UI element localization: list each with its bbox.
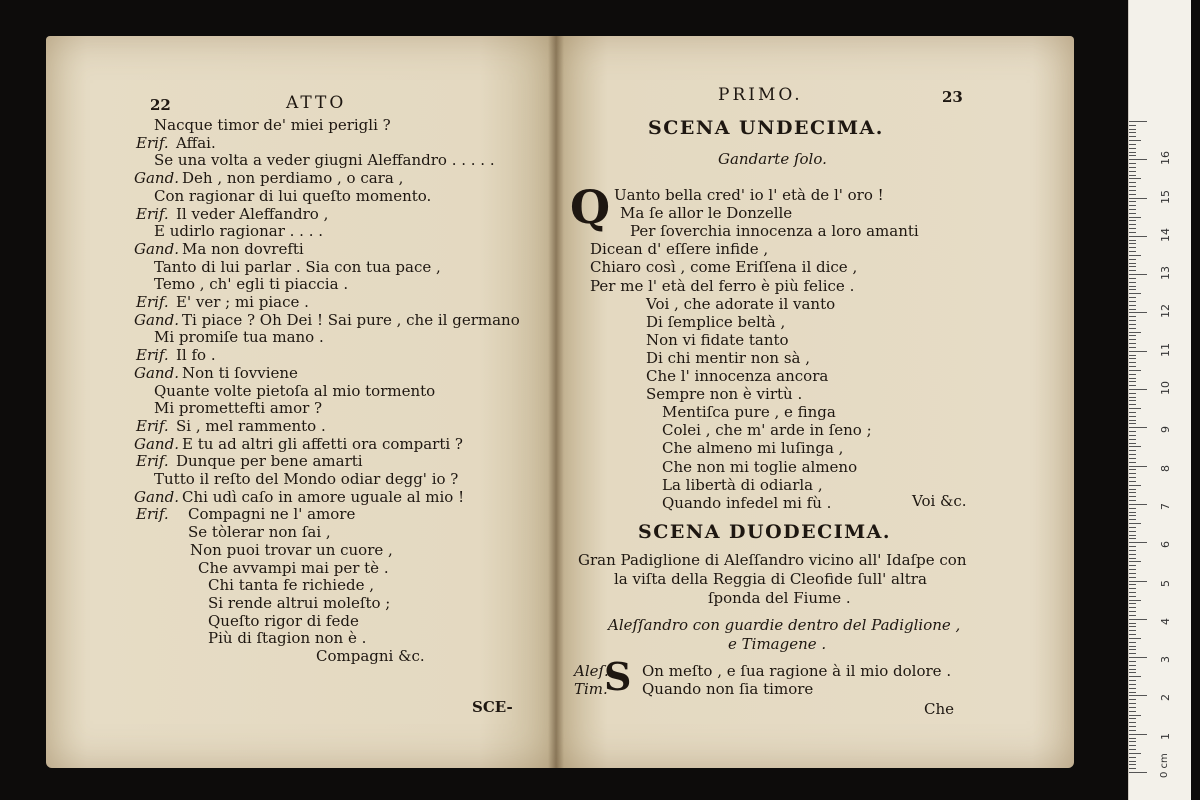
speaker-label: Erif. — [136, 452, 169, 471]
verse-line: Se tòlerar non ſai , — [188, 523, 331, 542]
ruler-tick — [1129, 427, 1147, 428]
ruler-tick — [1129, 266, 1136, 267]
verse-line: Si rende altrui moleſto ; — [208, 593, 391, 612]
monologue-line: Non vi fidate tanto — [646, 330, 789, 349]
ruler-tick — [1129, 274, 1147, 275]
ruler-tick — [1129, 592, 1136, 593]
speaker-label: Erif. — [136, 416, 169, 435]
ruler-tick — [1129, 550, 1136, 551]
monologue-line: Dicean d' eſſere infide , — [590, 240, 769, 259]
ruler-tick — [1129, 175, 1136, 176]
verse-line: Deh , non perdiamo , o cara , — [182, 169, 404, 188]
scene-12-desc-2: la viſta della Reggia di Cleofide ſull' altra — [614, 570, 927, 588]
ruler-tick — [1129, 692, 1136, 693]
ruler-tick — [1129, 224, 1136, 225]
ruler-tick — [1129, 385, 1136, 386]
ruler-tick — [1129, 163, 1136, 164]
verse-line: Tutto il reſto del Mondo odiar degg' io ? — [154, 470, 459, 488]
ruler-tick — [1129, 504, 1147, 505]
ruler-tick — [1129, 657, 1147, 658]
book-gutter — [548, 36, 564, 768]
verse-line: Non ti ſovviene — [182, 363, 298, 382]
verse-line: Dunque per bene amarti — [176, 452, 363, 471]
ruler-tick — [1129, 201, 1136, 202]
ruler-tick — [1129, 278, 1136, 279]
ruler-tick — [1129, 653, 1136, 654]
ruler-tick — [1129, 400, 1136, 401]
ruler-tick — [1129, 446, 1141, 447]
ruler-label: 5 — [1159, 579, 1172, 587]
monologue-line: Di ſemplice beltà , — [646, 312, 786, 331]
monologue-line: Che l' innocenza ancora — [646, 367, 829, 385]
ruler-tick — [1129, 726, 1136, 727]
ruler-tick — [1129, 772, 1147, 773]
monologue-line: Mentiſca pure , e finga — [662, 403, 836, 422]
monologue-line: Per me l' età del ferro è più felice . — [590, 276, 855, 295]
voi-reference: Voi &c. — [912, 492, 967, 510]
ruler-tick — [1129, 393, 1136, 394]
ruler-tick — [1129, 309, 1136, 310]
ruler-tick — [1129, 665, 1136, 666]
verse-line: Tanto di lui parlar . Sia con tua pace , — [154, 257, 441, 276]
speaker-tim: Tim. — [574, 680, 608, 698]
ruler-tick — [1129, 469, 1136, 470]
verse-line: Queſto rigor di fede — [208, 611, 359, 630]
ruler-tick — [1129, 155, 1136, 156]
ruler-tick — [1129, 458, 1136, 459]
ruler-tick — [1129, 711, 1136, 712]
ruler-tick — [1129, 481, 1136, 482]
ruler-tick — [1129, 473, 1136, 474]
ruler-label: 13 — [1159, 266, 1172, 281]
ruler-tick — [1129, 757, 1136, 758]
ruler-tick — [1129, 347, 1136, 348]
ruler-label: 6 — [1159, 541, 1172, 549]
ruler-tick — [1129, 251, 1136, 252]
ruler-tick — [1129, 412, 1136, 413]
ruler-tick — [1129, 538, 1136, 539]
verse-line: Non puoi trovar un cuore , — [190, 540, 393, 559]
ruler-tick — [1129, 753, 1141, 754]
ruler-tick — [1129, 535, 1136, 536]
ruler-tick — [1129, 159, 1147, 160]
ruler-tick — [1129, 312, 1147, 313]
verse-line: Chi tanta fe richiede , — [208, 576, 374, 595]
scene-12-chars-1: Aleſſandro con guardie dentro del Padiglione , — [608, 616, 961, 634]
ruler-tick — [1129, 282, 1136, 283]
ruler-tick — [1129, 619, 1147, 620]
ruler-tick — [1129, 362, 1136, 363]
verse-line: Temo , ch' egli ti piaccia . — [154, 275, 349, 294]
ruler-label: 2 — [1159, 694, 1172, 702]
speaker-label: Erif. — [136, 505, 169, 524]
ruler-tick — [1129, 603, 1136, 604]
verse-line: E udirlo ragionar . . . . — [154, 222, 324, 241]
ruler-tick — [1129, 286, 1136, 287]
ruler-tick — [1129, 255, 1141, 256]
ruler-tick — [1129, 680, 1136, 681]
ruler-tick — [1129, 577, 1136, 578]
ruler-tick — [1129, 699, 1136, 700]
ruler-tick — [1129, 358, 1136, 359]
ruler-tick — [1129, 607, 1136, 608]
verse-line: Mi promiſe tua mano . — [154, 328, 324, 347]
ruler-tick — [1129, 546, 1136, 547]
verse-line: Ma non dovrefti — [182, 239, 304, 258]
ruler-label: 8 — [1159, 464, 1172, 472]
ruler-tick — [1129, 581, 1147, 582]
verse-line: Si , mel rammento . — [176, 416, 326, 435]
ruler-tick — [1129, 715, 1141, 716]
speaker-label: Gand. — [134, 487, 179, 506]
ruler-tick — [1129, 397, 1136, 398]
ruler-tick — [1129, 646, 1136, 647]
ruler-tick — [1129, 205, 1136, 206]
ruler-tick — [1129, 332, 1141, 333]
speaker-label: Erif. — [136, 204, 169, 223]
ruler-tick — [1129, 466, 1147, 467]
verse-line: Più di ſtagion non è . — [208, 629, 367, 648]
ruler-tick — [1129, 642, 1136, 643]
ruler-tick — [1129, 554, 1136, 555]
ruler-tick — [1129, 125, 1136, 126]
ruler-tick — [1129, 515, 1136, 516]
verse-line: Che avvampi mai per tè . — [198, 558, 389, 577]
ruler-tick — [1129, 489, 1136, 490]
ruler-tick — [1129, 569, 1136, 570]
monologue-line: La libertà di odiarla , — [662, 475, 823, 494]
verse-line: Compagni ne l' amore — [188, 505, 356, 524]
ruler-tick — [1129, 182, 1136, 183]
verse-line: Se una volta a veder giugni Aleffandro . . . . . — [154, 151, 495, 170]
dialogue-line-2: Quando non ſia timore — [642, 680, 814, 698]
scene-12-desc-3: ſponda del Fiume . — [708, 589, 851, 607]
ruler-tick — [1129, 232, 1136, 233]
ruler-tick — [1129, 573, 1136, 574]
ruler-tick — [1129, 178, 1141, 179]
ruler-tick — [1129, 508, 1136, 509]
ruler-tick — [1129, 374, 1136, 375]
ruler-tick — [1129, 454, 1136, 455]
right-running-head: PRIMO. — [718, 85, 803, 105]
ruler-tick — [1129, 355, 1136, 356]
ruler-tick — [1129, 194, 1136, 195]
ruler-tick — [1129, 611, 1136, 612]
monologue-line: Voi , che adorate il vanto — [646, 294, 836, 313]
left-page — [46, 36, 556, 768]
verse-line: Mi promettefti amor ? — [154, 399, 323, 418]
ruler-label: 4 — [1159, 617, 1172, 625]
scene-12-title: SCENA DUODECIMA. — [638, 521, 892, 543]
ruler-tick — [1129, 443, 1136, 444]
speaker-label: Gand. — [134, 310, 179, 329]
ruler-tick — [1129, 316, 1136, 317]
ruler-tick — [1129, 496, 1136, 497]
ruler-tick — [1129, 404, 1136, 405]
ruler-tick — [1129, 439, 1136, 440]
ruler-tick — [1129, 584, 1136, 585]
ruler-tick — [1129, 259, 1136, 260]
ruler-label: 11 — [1159, 342, 1172, 357]
ruler-tick — [1129, 738, 1136, 739]
ruler-tick — [1129, 213, 1136, 214]
ruler-tick — [1129, 301, 1136, 302]
monologue-line: Sempre non è virtù . — [646, 385, 803, 404]
verse-line: Ti piace ? Oh Dei ! Sai pure , che il germano — [182, 310, 520, 329]
ruler-label: 14 — [1159, 227, 1172, 242]
ruler-tick — [1129, 634, 1136, 635]
dialogue-line-1: On meſto , e ſua ragione à il mio dolore . — [642, 662, 952, 680]
scene-11-title: SCENA UNDECIMA. — [648, 117, 884, 139]
verse-line: Il fo . — [176, 346, 216, 365]
monologue-line: Ma ſe allor le Donzelle — [620, 204, 793, 223]
ruler-tick — [1129, 228, 1136, 229]
speaker-label: Erif. — [136, 346, 169, 365]
ruler-tick — [1129, 623, 1136, 624]
ruler-tick — [1129, 718, 1136, 719]
ruler-label: 15 — [1159, 189, 1172, 204]
ruler-tick — [1129, 190, 1136, 191]
ruler-tick — [1129, 684, 1136, 685]
ruler-tick — [1129, 492, 1136, 493]
ruler-tick — [1129, 542, 1147, 543]
ruler-tick — [1129, 672, 1136, 673]
ruler-tick — [1129, 730, 1136, 731]
ruler-tick — [1129, 129, 1136, 130]
ruler-tick — [1129, 500, 1136, 501]
ruler-tick — [1129, 236, 1147, 237]
left-running-head: ATTO — [286, 93, 347, 113]
ruler-tick — [1129, 741, 1136, 742]
verse-line: Compagni &c. — [316, 647, 425, 665]
ruler-tick — [1129, 485, 1141, 486]
ruler-tick — [1129, 435, 1136, 436]
ruler-tick — [1129, 558, 1136, 559]
ruler-tick — [1129, 343, 1136, 344]
ruler-tick — [1129, 703, 1136, 704]
speaker-label: Gand. — [134, 363, 179, 382]
monologue-line: Chiaro così , come Eriſſena il dice , — [590, 258, 858, 277]
monologue-line: Uanto bella cred' io l' età de l' oro ! — [614, 186, 884, 204]
ruler-tick — [1129, 167, 1136, 168]
ruler-tick — [1129, 132, 1136, 133]
ruler-label: 16 — [1159, 151, 1172, 166]
right-page — [556, 36, 1074, 768]
ruler-tick — [1129, 293, 1141, 294]
ruler-label: 7 — [1159, 502, 1172, 510]
verse-line: Nacque timor de' miei perigli ? — [154, 116, 391, 134]
monologue-line: Quando infedel mi fù . — [662, 493, 832, 512]
ruler-tick — [1129, 289, 1136, 290]
ruler-tick — [1129, 217, 1141, 218]
monologue-line: Che almeno mi luſinga , — [662, 439, 844, 458]
verse-line: E' ver ; mi piace . — [176, 293, 309, 311]
ruler-tick — [1129, 588, 1136, 589]
ruler-tick — [1129, 351, 1147, 352]
ruler-tick — [1129, 734, 1147, 735]
ruler-tick — [1129, 416, 1136, 417]
ruler-tick — [1129, 243, 1136, 244]
ruler-tick — [1129, 561, 1141, 562]
ruler-tick — [1129, 477, 1136, 478]
ruler-tick — [1129, 512, 1136, 513]
ruler-tick — [1129, 761, 1136, 762]
ruler-tick — [1129, 630, 1136, 631]
ruler-tick — [1129, 144, 1136, 145]
ruler-tick — [1129, 220, 1136, 221]
ruler-tick — [1129, 431, 1136, 432]
ruler-tick — [1129, 335, 1136, 336]
ruler-tick — [1129, 707, 1136, 708]
ruler-tick — [1129, 263, 1136, 264]
ruler-tick — [1129, 423, 1136, 424]
ruler-tick — [1129, 722, 1136, 723]
verse-line: Il veder Aleffandro , — [176, 204, 329, 223]
ruler-tick — [1129, 324, 1136, 325]
ruler-tick — [1129, 462, 1136, 463]
ruler-tick — [1129, 408, 1141, 409]
verse-line: Affai. — [176, 133, 216, 152]
ruler-tick — [1129, 600, 1141, 601]
ruler-tick — [1129, 171, 1136, 172]
speaker-label: Gand. — [134, 239, 179, 258]
ruler-label: 10 — [1159, 381, 1172, 395]
ruler-tick — [1129, 121, 1147, 122]
ruler-tick — [1129, 649, 1136, 650]
ruler-tick — [1129, 136, 1136, 137]
ruler-tick — [1129, 749, 1136, 750]
scene-12-chars-2: e Timagene . — [728, 635, 827, 653]
verse-line: Chi udì caſo in amore uguale al mio ! — [182, 487, 465, 506]
ruler-label: 1 — [1159, 732, 1172, 740]
scene-12-desc-1: Gran Padiglione di Aleſſandro vicino all' Idaſpe con — [578, 551, 967, 569]
right-catchword: Che — [924, 700, 955, 718]
left-catchword: SCE- — [472, 698, 513, 716]
ruler-tick — [1129, 596, 1136, 597]
ruler-tick — [1129, 247, 1136, 248]
ruler-tick — [1129, 198, 1147, 199]
ruler-tick — [1129, 764, 1136, 765]
monologue-line: Per ſoverchia innocenza a loro amanti — [630, 222, 919, 241]
ruler-tick — [1129, 186, 1136, 187]
right-page-number: 23 — [942, 88, 963, 106]
ruler-label: 12 — [1159, 304, 1172, 319]
verse-line: Con ragionar di lui queſto momento. — [154, 186, 432, 205]
ruler-tick — [1129, 676, 1141, 677]
ruler-tick — [1129, 638, 1141, 639]
speaker-ales: Aleſ. — [574, 662, 609, 680]
ruler-tick — [1129, 297, 1136, 298]
ruler-tick — [1129, 669, 1136, 670]
ruler-tick — [1129, 688, 1136, 689]
verse-line: Quante volte pietoſa al mio tormento — [154, 381, 436, 400]
measurement-ruler — [1128, 0, 1191, 800]
ruler-tick — [1129, 320, 1136, 321]
ruler-tick — [1129, 366, 1136, 367]
ruler-tick — [1129, 389, 1147, 390]
ruler-tick — [1129, 305, 1136, 306]
ruler-tick — [1129, 531, 1136, 532]
ruler-tick — [1129, 615, 1136, 616]
ruler-tick — [1129, 240, 1136, 241]
ruler-tick — [1129, 378, 1136, 379]
ruler-tick — [1129, 565, 1136, 566]
ruler-tick — [1129, 527, 1136, 528]
ruler-unit: 0 cm — [1159, 753, 1170, 778]
ruler-tick — [1129, 140, 1141, 141]
ruler-tick — [1129, 339, 1136, 340]
ruler-tick — [1129, 209, 1136, 210]
drop-cap-q: Q — [570, 180, 611, 234]
ruler-label: 3 — [1159, 656, 1172, 664]
ruler-tick — [1129, 523, 1141, 524]
monologue-line: Colei , che m' arde in ſeno ; — [662, 421, 872, 440]
ruler-tick — [1129, 152, 1136, 153]
ruler-tick — [1129, 768, 1136, 769]
ruler-tick — [1129, 270, 1136, 271]
ruler-tick — [1129, 745, 1136, 746]
ruler-tick — [1129, 695, 1147, 696]
speaker-label: Erif. — [136, 133, 169, 152]
monologue-line: Di chi mentir non sà , — [646, 348, 811, 367]
ruler-tick — [1129, 450, 1136, 451]
ruler-tick — [1129, 420, 1136, 421]
scene-11-subtitle: Gandarte ſolo. — [718, 150, 827, 168]
drop-cap-s: S — [604, 654, 632, 699]
verse-line: E tu ad altri gli affetti ora comparti ? — [182, 434, 463, 453]
ruler-tick — [1129, 519, 1136, 520]
ruler-label: 9 — [1159, 426, 1172, 434]
ruler-tick — [1129, 626, 1136, 627]
ruler-tick — [1129, 148, 1136, 149]
left-page-number: 22 — [150, 96, 171, 114]
monologue-line: Che non mi toglie almeno — [662, 457, 858, 476]
ruler-tick — [1129, 381, 1136, 382]
speaker-label: Gand. — [134, 169, 179, 188]
speaker-label: Erif. — [136, 293, 169, 311]
speaker-label: Gand. — [134, 434, 179, 453]
ruler-tick — [1129, 661, 1136, 662]
ruler-tick — [1129, 328, 1136, 329]
ruler-tick — [1129, 370, 1141, 371]
